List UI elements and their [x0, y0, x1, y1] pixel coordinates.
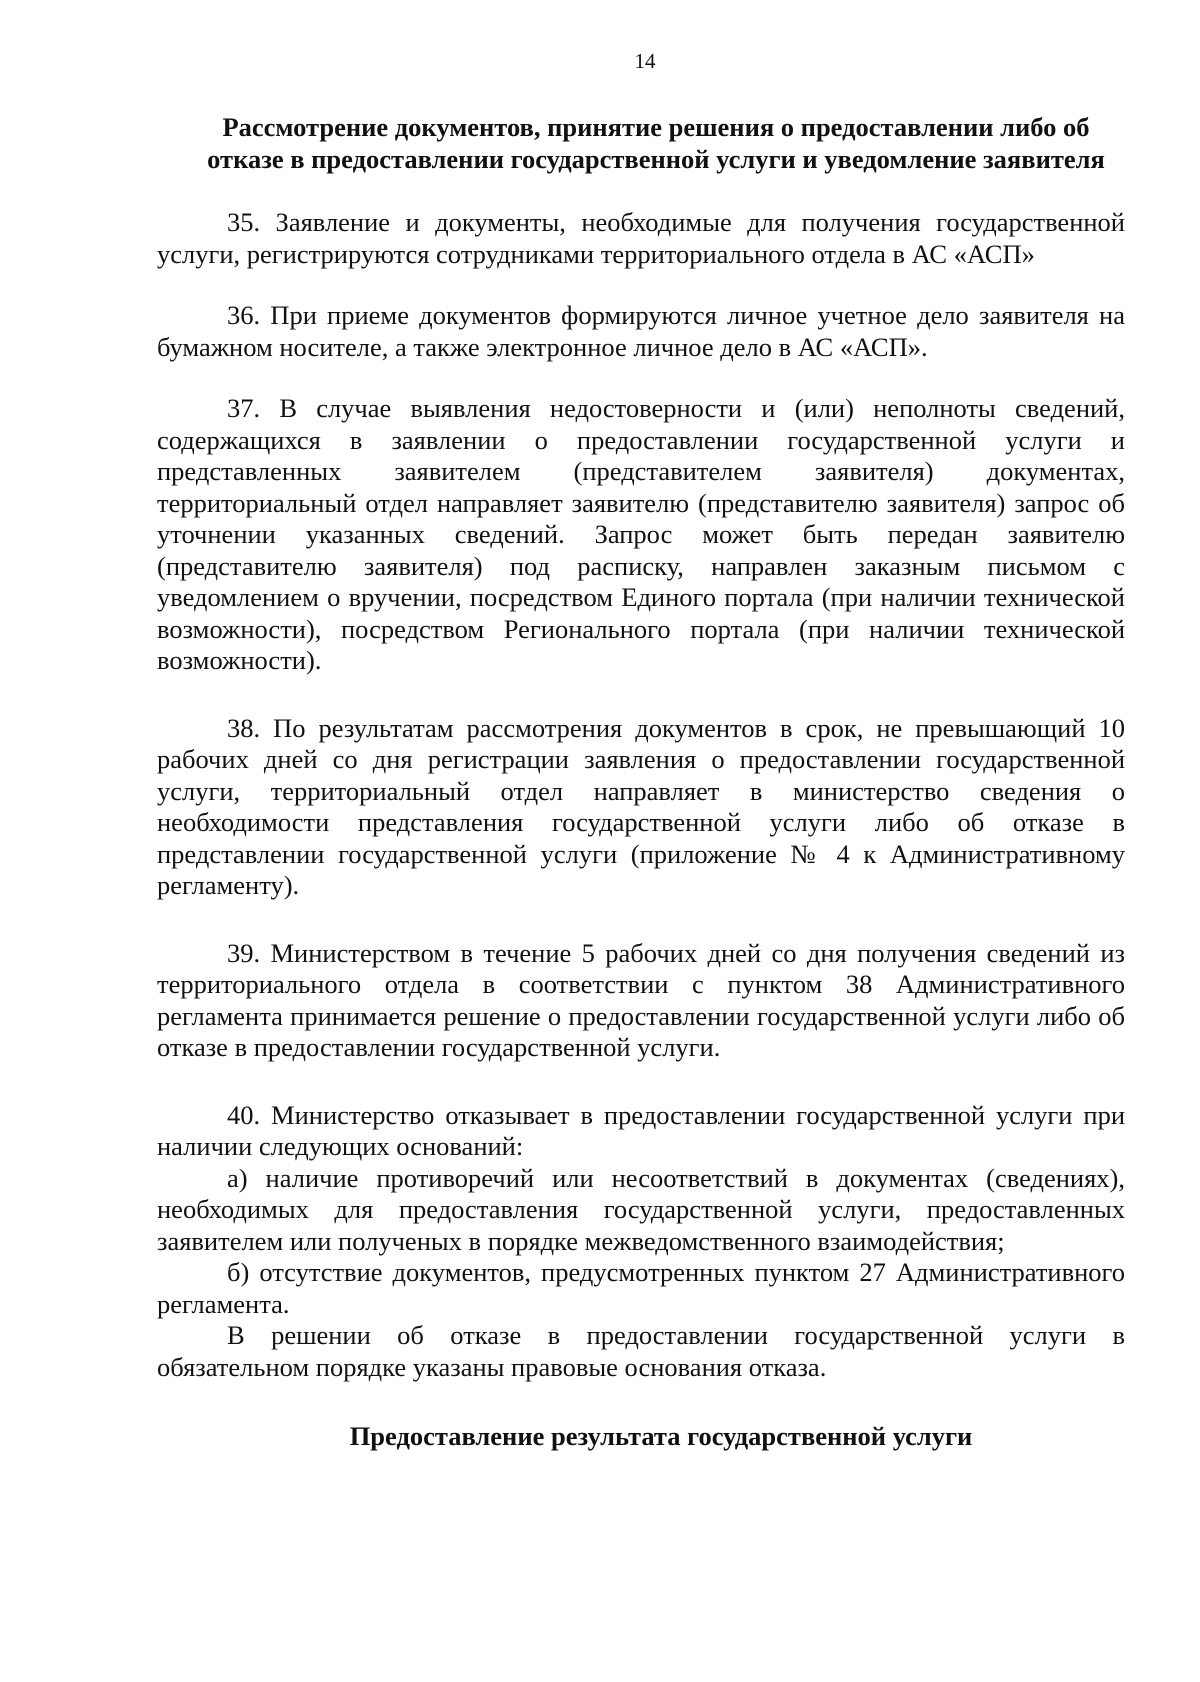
paragraph-40-item-b: б) отсутствие документов, предусмотренных пунктом 27 Административного регламента. [157, 1257, 1125, 1319]
paragraph-38: 38. По результатам рассмотрения документов в срок, не превышающий 10 рабочих дней со дня регистрации заявления о предоставлении государственной услуги, территориальный отдел направляет в министерство сведения о необходимости представления государственной услуги либо об отказе в представлении государственной услуги (приложение № 4 к Административному регламенту). [157, 712, 1125, 900]
paragraph-35: 35. Заявление и документы, необходимые для получения государственной услуги, регистрируются сотрудниками территориального отдела в АС «АСП» [157, 207, 1125, 269]
document-body [157, 112, 1125, 1453]
paragraph-36: 36. При приеме документов формируются личное учетное дело заявителя на бумажном носителе, а также электронное личное дело в АС «АСП». [157, 300, 1125, 362]
paragraph-40-item-a: а) наличие противоречий или несоответствий в документах (сведениях), необходимых для предоставления государственной услуги, предоставленных заявителем или полученых в порядке межведомственного взаимодействия; [157, 1162, 1125, 1256]
paragraph-37: 37. В случае выявления недостоверности и (или) неполноты сведений, содержащихся в заявлении о предоставлении государственной услуги и представленных заявителем (представителем заявителя) документах, территориальный отдел направляет заявителю (представителю заявителя) запрос об уточнении указанных сведений. Запрос может быть передан заявителю (представителю заявителя) под расписку, направлен заказным письмом с уведомлением о вручении, посредством Единого портала (при наличии технической возможности), посредством Регионального портала (при наличии технической возможности). [157, 393, 1125, 675]
page-number: 14 [634, 49, 656, 73]
paragraph-40-note: В решении об отказе в предоставлении государственной услуги в обязательном порядке указаны правовые основания отказа. [157, 1320, 1125, 1382]
paragraph-40-intro: 40. Министерство отказывает в предоставлении государственной услуги при наличии следующих оснований: [157, 1099, 1125, 1161]
section-heading: Рассмотрение документов, принятие решения о предоставлении либо об отказе в предоставлении государственной услуги и уведомление заявителя [207, 112, 1105, 174]
paragraph-39: 39. Министерством в течение 5 рабочих дней со дня получения сведений из территориального отдела в соответствии с пунктом 38 Административного регламента принимается решение о предоставлении государственной услуги либо об отказе в предоставлении государственной услуги. [157, 937, 1125, 1062]
section-heading-result: Предоставление результата государственной услуги [349, 1421, 973, 1451]
